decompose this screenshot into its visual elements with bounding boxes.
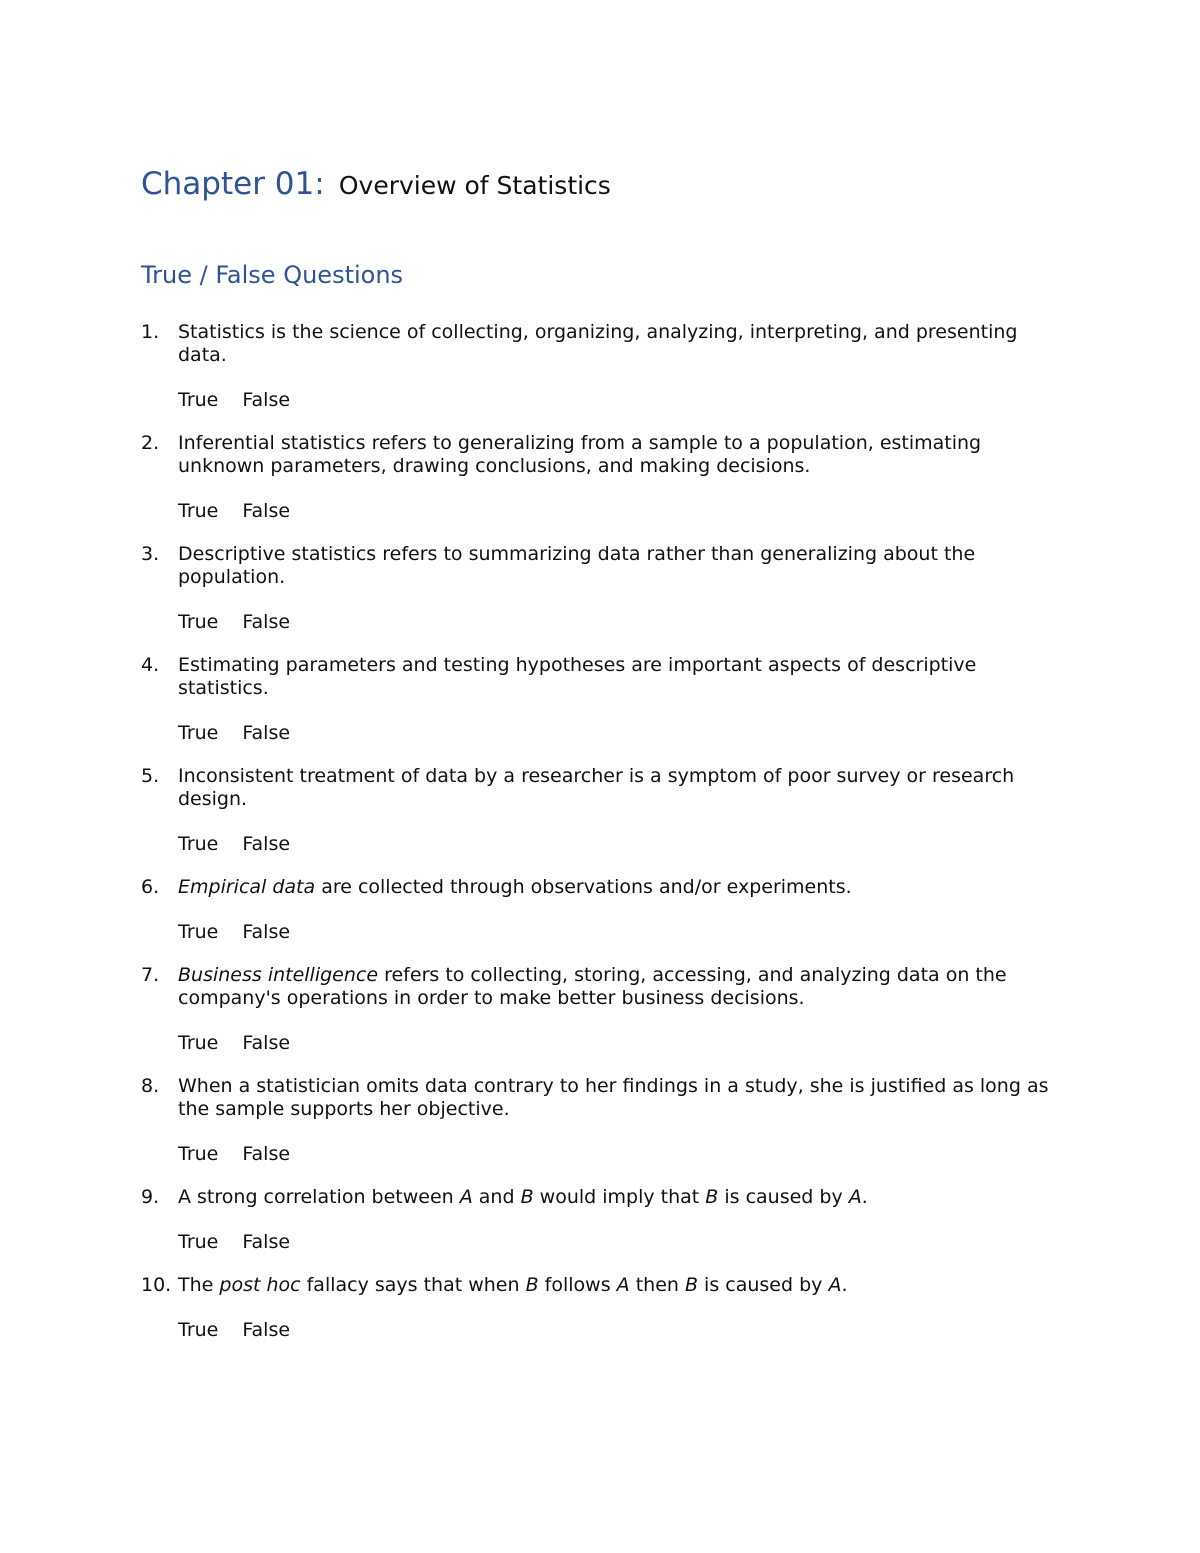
question-text-segment: Statistics is the science of collecting, organizing, analyzing, interpreting, and presenting data.: [178, 321, 1018, 366]
answer-options: [178, 611, 1061, 634]
section-title: True / False Questions: [141, 261, 404, 289]
question-item: [141, 1075, 1061, 1166]
question-text: [178, 1075, 1061, 1121]
question-text-segment: fallacy says that when: [300, 1274, 526, 1296]
question-item: [141, 543, 1061, 634]
answer-options: [178, 722, 1061, 745]
question-text-segment: The: [178, 1274, 220, 1296]
question-item: [141, 964, 1061, 1055]
question-text-segment: and: [472, 1186, 521, 1208]
question-text-segment: Inconsistent treatment of data by a researcher is a symptom of poor survey or research design.: [178, 765, 1015, 810]
answer-option-false[interactable]: False: [242, 1319, 291, 1341]
question-number: 1.: [141, 321, 160, 343]
question-number: 3.: [141, 543, 160, 565]
question-text-italic: A: [459, 1186, 473, 1208]
answer-option-true[interactable]: True: [178, 1032, 219, 1054]
question-text-italic: A: [616, 1274, 630, 1296]
question-item: [141, 432, 1061, 523]
question-number: 9.: [141, 1186, 160, 1208]
question-number: 6.: [141, 876, 160, 898]
answer-option-false[interactable]: False: [242, 500, 291, 522]
question-item: [141, 321, 1061, 412]
answer-option-false[interactable]: False: [242, 921, 291, 943]
answer-options: [178, 1319, 1061, 1342]
answer-option-false[interactable]: False: [242, 722, 291, 744]
question-text-italic: A: [848, 1186, 862, 1208]
question-list: [141, 321, 1061, 1342]
question-text-segment: then: [629, 1274, 685, 1296]
answer-options: [178, 389, 1061, 412]
question-text-italic: post hoc: [219, 1274, 301, 1296]
answer-option-true[interactable]: True: [178, 611, 219, 633]
chapter-number: Chapter 01:: [141, 166, 325, 202]
question-text-segment: Inferential statistics refers to generalizing from a sample to a population, estimating unknown parameters, drawing conclusions, and making decisions.: [178, 432, 982, 477]
question-text-segment: A strong correlation between: [178, 1186, 460, 1208]
answer-option-true[interactable]: True: [178, 1143, 219, 1165]
answer-option-false[interactable]: False: [242, 1032, 291, 1054]
answer-options: [178, 1032, 1061, 1055]
document-page: [141, 160, 1061, 1362]
question-number: 8.: [141, 1075, 160, 1097]
answer-options: [178, 833, 1061, 856]
answer-option-true[interactable]: True: [178, 500, 219, 522]
answer-options: [178, 500, 1061, 523]
chapter-name: Overview of Statistics: [338, 171, 611, 200]
question-text-italic: B: [525, 1274, 539, 1296]
answer-option-true[interactable]: True: [178, 921, 219, 943]
question-text: [178, 543, 1061, 589]
question-text: [178, 654, 1061, 700]
answer-option-false[interactable]: False: [242, 833, 291, 855]
answer-option-false[interactable]: False: [242, 1143, 291, 1165]
question-text-segment: follows: [538, 1274, 617, 1296]
question-item: [141, 876, 1061, 944]
answer-options: [178, 1231, 1061, 1254]
question-text-italic: A: [828, 1274, 842, 1296]
question-text-segment: When a statistician omits data contrary to her findings in a study, she is justified as long as the sample supports her objective.: [178, 1075, 1049, 1120]
question-text-segment: Descriptive statistics refers to summarizing data rather than generalizing about the population.: [178, 543, 976, 588]
question-text-segment: .: [841, 1274, 848, 1296]
question-text-italic: Business intelligence: [178, 964, 379, 986]
answer-option-false[interactable]: False: [242, 1231, 291, 1253]
answer-option-true[interactable]: True: [178, 1231, 219, 1253]
question-text-segment: would imply that: [533, 1186, 706, 1208]
answer-options: [178, 921, 1061, 944]
answer-option-false[interactable]: False: [242, 611, 291, 633]
question-number: 10.: [141, 1274, 172, 1296]
answer-option-true[interactable]: True: [178, 833, 219, 855]
question-text: [178, 1186, 1061, 1209]
question-text: [178, 765, 1061, 811]
answer-option-false[interactable]: False: [242, 389, 291, 411]
question-text-italic: B: [684, 1274, 699, 1296]
answer-option-true[interactable]: True: [178, 1319, 219, 1341]
question-text-segment: is caused by: [718, 1186, 849, 1208]
question-item: [141, 1186, 1061, 1254]
question-text: [178, 876, 1061, 899]
question-text: [178, 964, 1061, 1010]
question-text-italic: Empirical data: [178, 876, 316, 898]
question-text-segment: .: [861, 1186, 868, 1208]
question-item: [141, 654, 1061, 745]
question-item: [141, 765, 1061, 856]
question-text-segment: is caused by: [698, 1274, 829, 1296]
question-text-segment: are collected through observations and/or experiments.: [315, 876, 852, 898]
answer-options: [178, 1143, 1061, 1166]
answer-option-true[interactable]: True: [178, 722, 219, 744]
question-text: [178, 321, 1061, 367]
answer-option-true[interactable]: True: [178, 389, 219, 411]
question-text: [178, 432, 1061, 478]
chapter-title: [141, 160, 1061, 209]
question-text: [178, 1274, 1061, 1297]
question-text-segment: refers to collecting, storing, accessing, and analyzing data on the company's operations in order to make better business decisions.: [178, 964, 1007, 1009]
question-text-italic: B: [520, 1186, 534, 1208]
question-number: 2.: [141, 432, 160, 454]
question-text-segment: Estimating parameters and testing hypotheses are important aspects of descriptive statistics.: [178, 654, 977, 699]
question-text-italic: B: [705, 1186, 719, 1208]
question-number: 4.: [141, 654, 160, 676]
question-number: 5.: [141, 765, 160, 787]
question-item: [141, 1274, 1061, 1342]
question-number: 7.: [141, 964, 160, 986]
